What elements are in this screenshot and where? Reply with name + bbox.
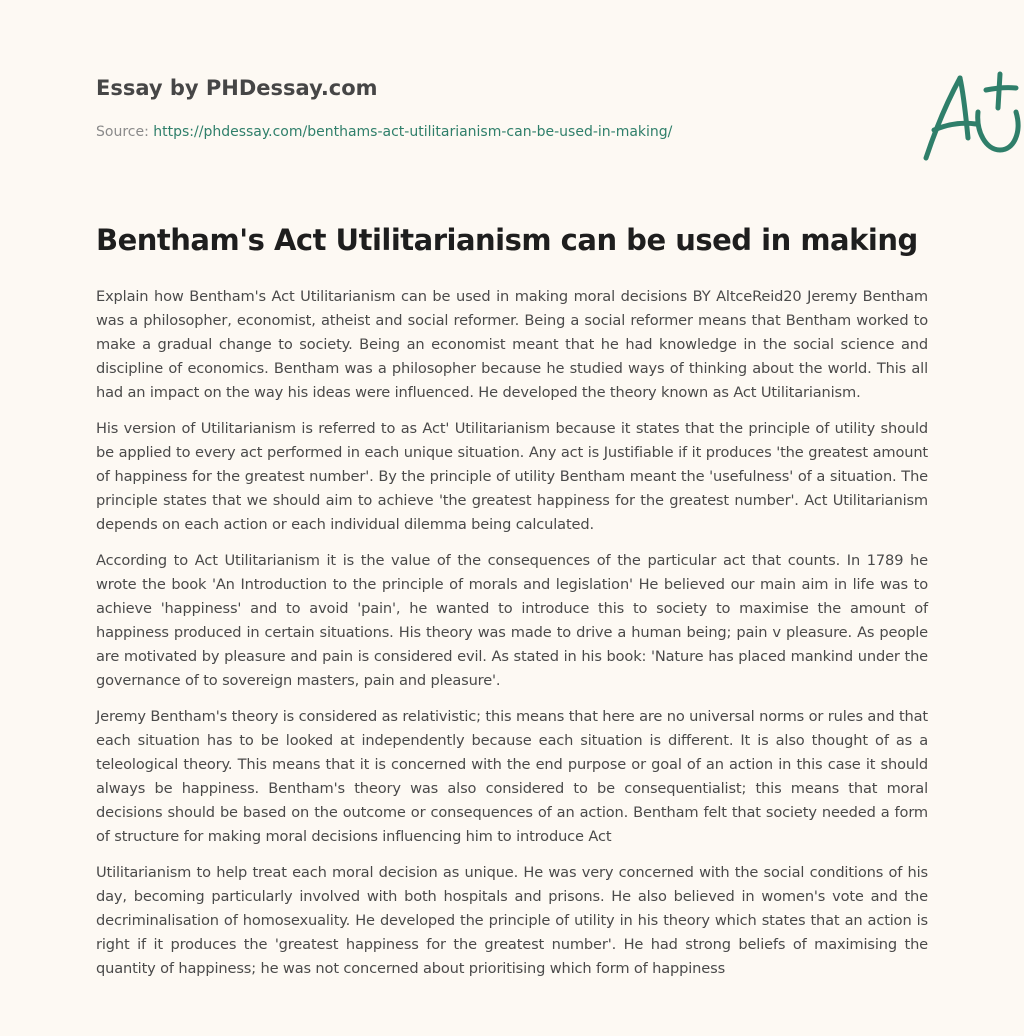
- essay-paragraph: Utilitarianism to help treat each moral decision as unique. He was very concerned with the social conditions of his day, becoming particularly involved with both hospitals and prisons. He also believed in women's vote and the decriminalisation of homosexuality. He developed the principle of utility in his theory which states that an action is right if it produces the 'greatest happiness for the greatest number'. He had strong beliefs of maximising the quantity of happiness; he was not concerned about prioritising which form of happiness: [96, 864, 928, 977]
- essay-paragraph: According to Act Utilitarianism it is the value of the consequences of the particular act that counts. In 1789 he wrote the book 'An Introduction to the principle of morals and legislation' He believed our main aim in life was to achieve 'happiness' and to avoid 'pain', he wanted to introduce this to society to maximise the amount of happiness produced in certain situations. His theory was made to drive a human being; pain v pleasure. As people are motivated by pleasure and pain is considered evil. As stated in his book: 'Nature has placed mankind under the governance of to sovereign masters, pain and pleasure'.: [96, 552, 928, 689]
- essay-title: Bentham's Act Utilitarianism can be used in making: [96, 223, 918, 257]
- essay-paragraph: Explain how Bentham's Act Utilitarianism can be used in making moral decisions BY AltceReid20 Jeremy Bentham was a philosopher, economist, atheist and social reformer. Being a social reformer means that Bentham worked to make a gradual change to society. Being an economist meant that he had knowledge in the social science and discipline of economics. Bentham was a philosopher because he studied ways of thinking about the world. This all had an impact on the way his ideas were influenced. He developed the theory known as Act Utilitarianism.: [96, 288, 928, 401]
- source-line: [96, 124, 672, 140]
- site-brand: Essay by PHDessay.com: [96, 76, 378, 100]
- a-plus-grade-logo: [916, 66, 1024, 166]
- essay-body: [96, 285, 928, 993]
- essay-paragraph: Jeremy Bentham's theory is considered as relativistic; this means that here are no universal norms or rules and that each situation has to be looked at independently because each situation is different. It is also thought of as a teleological theory. This means that it is concerned with the end purpose or goal of an action in this case it should always be happiness. Bentham's theory was also considered to be consequentialist; this means that moral decisions should be based on the outcome or consequences of an action. Bentham felt that society needed a form of structure for making moral decisions influencing him to introduce Act: [96, 708, 928, 845]
- source-link[interactable]: https://phdessay.com/benthams-act-utilitarianism-can-be-used-in-making/: [153, 124, 673, 140]
- source-label: Source:: [96, 124, 154, 140]
- essay-paragraph: His version of Utilitarianism is referred to as Act' Utilitarianism because it states that the principle of utility should be applied to every act performed in each unique situation. Any act is Justifiable if it produces 'the greatest amount of happiness for the greatest number'. By the principle of utility Bentham meant the 'usefulness' of a situation. The principle states that we should aim to achieve 'the greatest happiness for the greatest number'. Act Utilitarianism depends on each action or each individual dilemma being calculated.: [96, 420, 928, 533]
